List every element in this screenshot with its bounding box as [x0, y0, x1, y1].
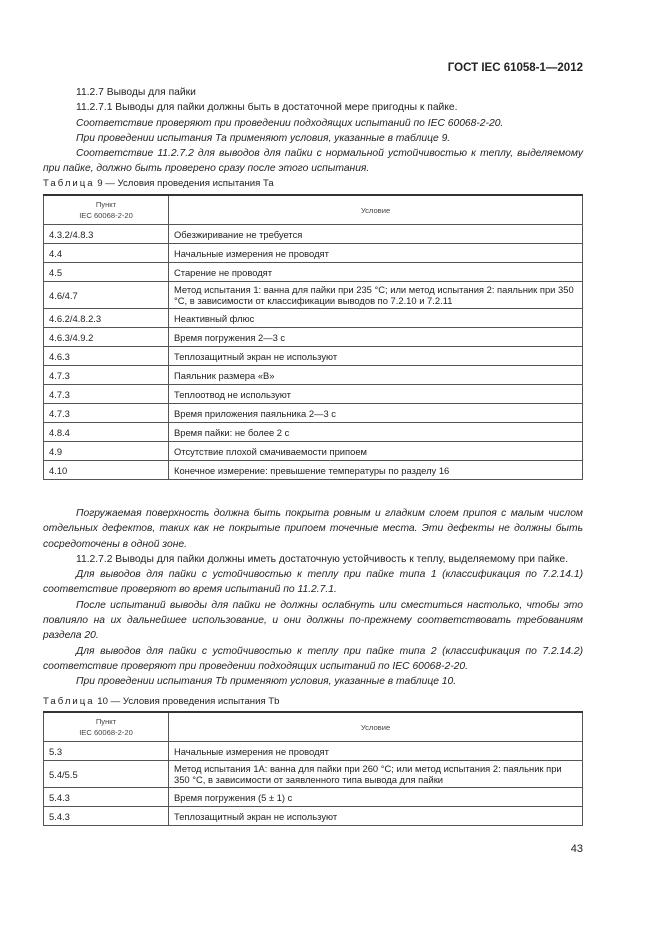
caption-text: 9 — Условия проведения испытания Та	[94, 178, 274, 189]
caption-prefix: Таблица	[43, 696, 95, 707]
cell-condition: Теплозащитный экран не используют	[169, 807, 583, 826]
paragraph: 11.2.7 Выводы для пайки	[76, 87, 196, 98]
header-clause: Пункт IEC 60068-2-20	[44, 712, 169, 742]
paragraph: Для выводов для пайки с устойчивостью к теплу при пайке типа 1 (классификация по 7.2.14.1) соответствие проверяют во время испытаний по 11.2.7.1.	[43, 569, 583, 596]
table-header-row	[44, 195, 583, 225]
caption-text: 10 — Условия проведения испытания Tb	[94, 696, 280, 707]
middle-section	[43, 506, 583, 690]
cell-clause: 5.4.3	[44, 788, 169, 807]
table-row	[44, 282, 583, 309]
table-10-caption	[43, 696, 280, 707]
table-row	[44, 366, 583, 385]
table-row	[44, 263, 583, 282]
cell-clause: 4.7.3	[44, 404, 169, 423]
table-row	[44, 807, 583, 826]
header-clause: Пункт IEC 60068-2-20	[44, 195, 169, 225]
cell-condition: Начальные измерения не проводят	[169, 742, 583, 761]
table-row	[44, 788, 583, 807]
page-number: 43	[570, 843, 583, 855]
table-row	[44, 461, 583, 480]
cell-clause: 5.4/5.5	[44, 761, 169, 788]
cell-clause: 4.10	[44, 461, 169, 480]
cell-clause: 4.5	[44, 263, 169, 282]
cell-clause: 4.9	[44, 442, 169, 461]
table-9-caption	[43, 178, 274, 189]
paragraph: Для выводов для пайки с устойчивостью к теплу при пайке типа 2 (классификация по 7.2.14.2) соответствие проверяют при проведении подходящих испытаний по IEC 60068-2-20.	[43, 645, 583, 672]
cell-clause: 5.4.3	[44, 807, 169, 826]
cell-condition: Время погружения 2—3 с	[169, 328, 583, 347]
cell-condition: Начальные измерения не проводят	[169, 244, 583, 263]
table-10	[43, 711, 583, 826]
cell-condition: Теплоотвод не используют	[169, 385, 583, 404]
table-row	[44, 309, 583, 328]
cell-condition: Конечное измерение: превышение температуры по разделу 16	[169, 461, 583, 480]
cell-clause: 5.3	[44, 742, 169, 761]
cell-condition: Метод испытания 1А: ванна для пайки при 260 °C; или метод испытания 2: паяльник при 350 °C, в зависимости от заявленного типа вывода для пайки	[169, 761, 583, 788]
document-header: ГОСТ IEC 61058-1—2012	[447, 62, 583, 74]
cell-condition: Неактивный флюс	[169, 309, 583, 328]
paragraph: Соответствие 11.2.7.2 для выводов для пайки с нормальной устойчивостью к теплу, выделяемому при пайке, должно быть проверено сразу после этого испытания.	[43, 148, 583, 175]
cell-clause: 4.4	[44, 244, 169, 263]
table-row	[44, 404, 583, 423]
cell-condition: Метод испытания 1: ванна для пайки при 235 °C; или метод испытания 2: паяльник при 350 °C, в зависимости от классификации выводов по 7.2.10 и 7.2.11	[169, 282, 583, 309]
paragraph: При проведении испытания Tb применяют условия, указанные в таблице 10.	[76, 676, 457, 688]
header-condition: Условие	[169, 195, 583, 225]
table-row	[44, 385, 583, 404]
intro-section	[43, 85, 583, 177]
cell-condition: Время погружения (5 ± 1) с	[169, 788, 583, 807]
cell-condition: Время пайки: не более 2 с	[169, 423, 583, 442]
cell-clause: 4.6/4.7	[44, 282, 169, 309]
table-row	[44, 225, 583, 244]
cell-clause: 4.6.2/4.8.2.3	[44, 309, 169, 328]
paragraph: Соответствие проверяют при проведении подходящих испытаний по IEC 60068-2-20.	[76, 117, 504, 129]
table-row	[44, 347, 583, 366]
cell-clause: 4.7.3	[44, 385, 169, 404]
table-row	[44, 742, 583, 761]
cell-clause: 4.8.4	[44, 423, 169, 442]
cell-clause: 4.6.3/4.9.2	[44, 328, 169, 347]
cell-clause: 4.3.2/4.8.3	[44, 225, 169, 244]
cell-condition: Обезжиривание не требуется	[169, 225, 583, 244]
table-row	[44, 423, 583, 442]
paragraph: После испытаний выводы для пайки не должны ослабнуть или сместиться настолько, чтобы это повлияло на их дальнейшее использование, и они должны по-прежнему соответствовать требованиям раздела 20.	[43, 599, 583, 642]
table-row	[44, 328, 583, 347]
table-row	[44, 442, 583, 461]
table-header-row	[44, 712, 583, 742]
paragraph: 11.2.7.2 Выводы для пайки должны иметь достаточную устойчивость к теплу, выделяемому при пайке.	[76, 553, 569, 565]
cell-condition: Отсутствие плохой смачиваемости припоем	[169, 442, 583, 461]
paragraph: Погружаемая поверхность должна быть покрыта ровным и гладким слоем припоя с малым числом отдельных дефектов, таких как не покрытые припоем точечные места. Эти дефекты не должны быть сосредоточены в одной зоне.	[43, 508, 583, 550]
header-condition: Условие	[169, 712, 583, 742]
table-9	[43, 194, 583, 480]
table-row	[44, 244, 583, 263]
cell-condition: Паяльник размера «В»	[169, 366, 583, 385]
paragraph: При проведении испытания Та применяют условия, указанные в таблице 9.	[76, 132, 451, 144]
table-row	[44, 761, 583, 788]
cell-condition: Время приложения паяльника 2—3 с	[169, 404, 583, 423]
paragraph: 11.2.7.1 Выводы для пайки должны быть в достаточной мере пригодны к пайке.	[76, 102, 458, 114]
cell-condition: Теплозащитный экран не используют	[169, 347, 583, 366]
cell-condition: Старение не проводят	[169, 263, 583, 282]
cell-clause: 4.7.3	[44, 366, 169, 385]
cell-clause: 4.6.3	[44, 347, 169, 366]
caption-prefix: Таблица	[43, 178, 95, 189]
